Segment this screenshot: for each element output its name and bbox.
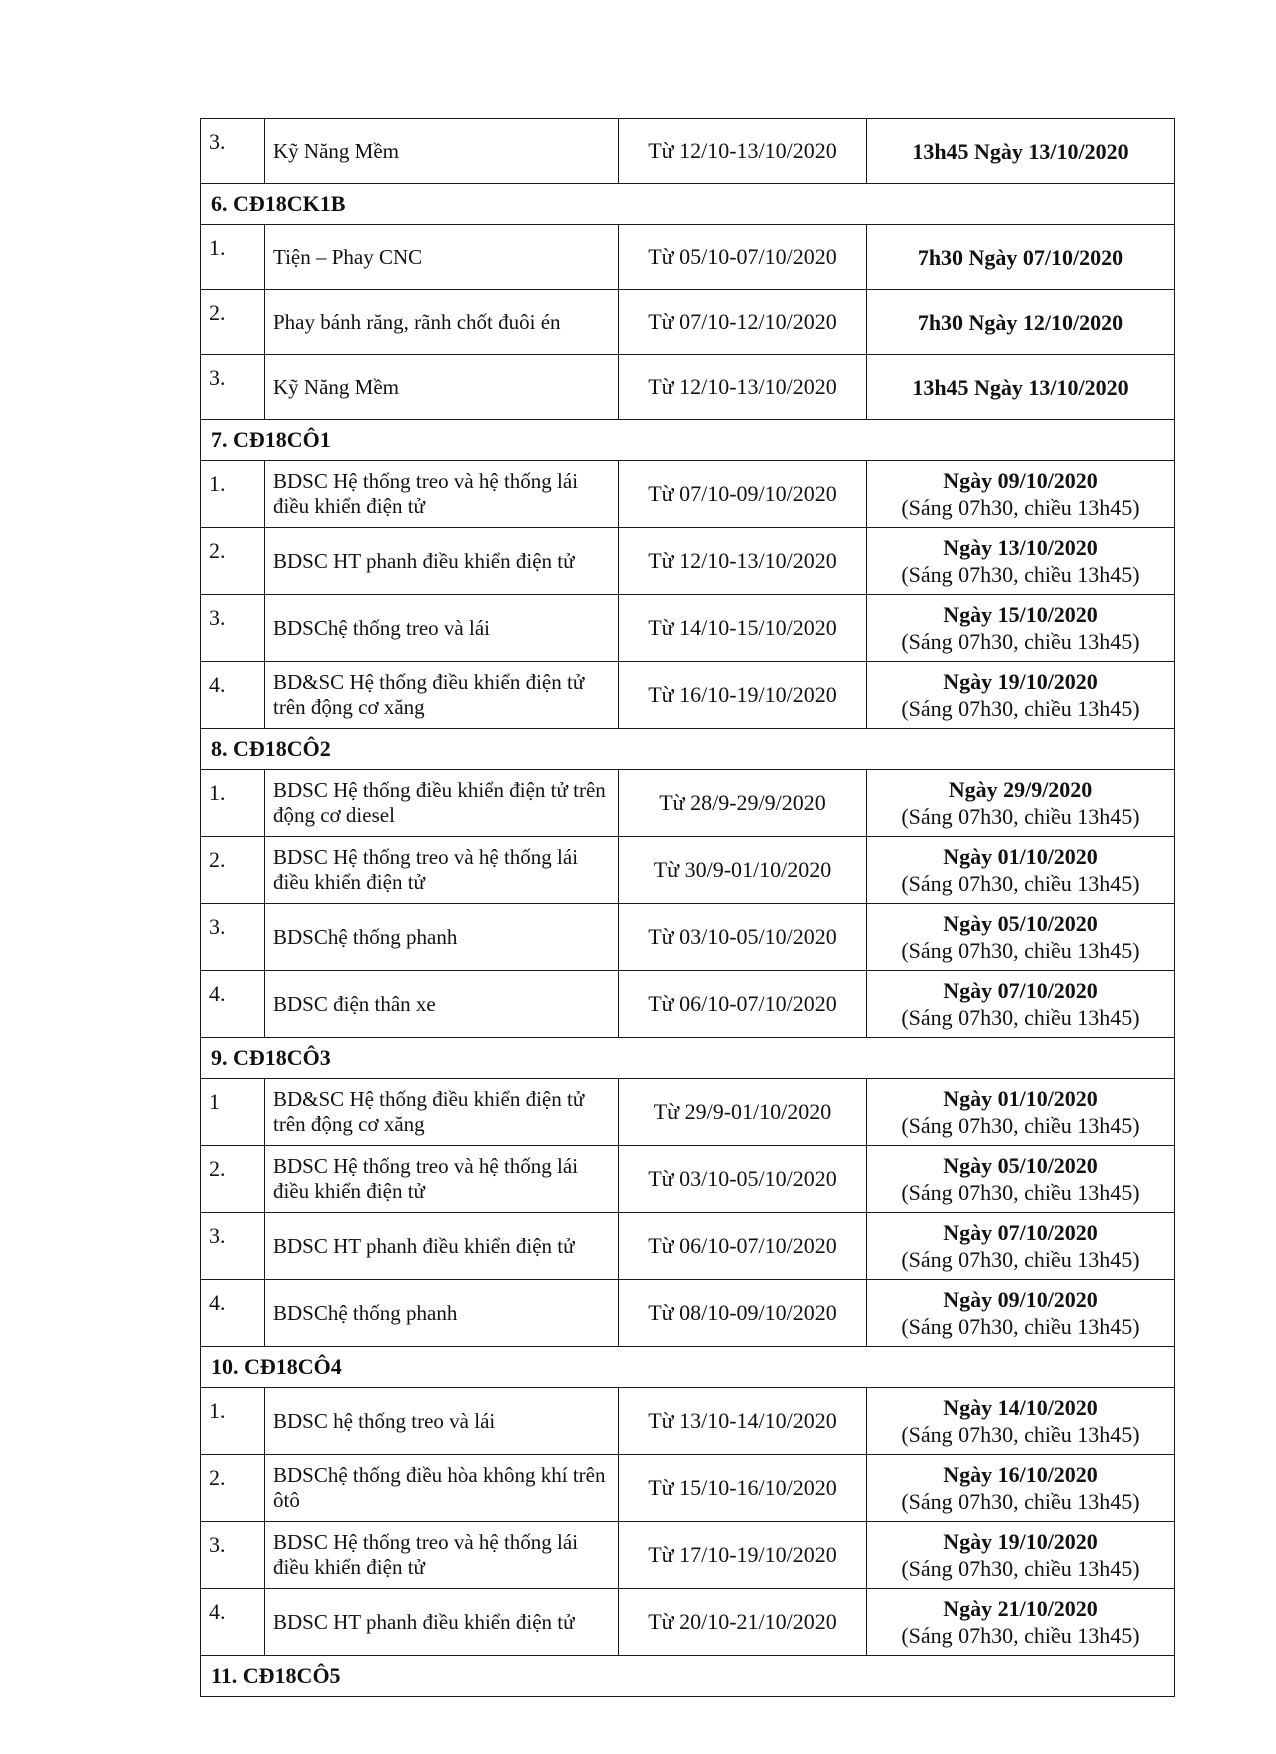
study-period: Từ 30/9-01/10/2020 (619, 837, 867, 904)
table-row (201, 225, 1175, 290)
exam-time-cell (867, 290, 1175, 355)
subject-name: BDSC Hệ thống treo và hệ thống lái điều khiển điện tử (265, 1146, 619, 1213)
row-number: 2. (201, 837, 265, 904)
study-period: Từ 28/9-29/9/2020 (619, 770, 867, 837)
subject-name: BDSChệ thống phanh (265, 1280, 619, 1347)
row-number: 3. (201, 1522, 265, 1589)
table-row (201, 770, 1175, 837)
table-row (201, 461, 1175, 528)
exam-session-note: (Sáng 07h30, chiều 13h45) (901, 1113, 1140, 1138)
exam-date: Ngày 05/10/2020 (943, 911, 1098, 936)
exam-time-cell (867, 1213, 1175, 1280)
table-row (201, 595, 1175, 662)
class-group-title: 6. CĐ18CK1B (201, 184, 1175, 225)
table-row (201, 1280, 1175, 1347)
study-period: Từ 15/10-16/10/2020 (619, 1455, 867, 1522)
exam-date: Ngày 07/10/2020 (943, 1220, 1098, 1245)
row-number: 3. (201, 119, 265, 184)
exam-time-cell (867, 770, 1175, 837)
table-row (201, 1589, 1175, 1656)
exam-date: Ngày 19/10/2020 (943, 1529, 1098, 1554)
table-row (201, 837, 1175, 904)
class-group-header (201, 1347, 1175, 1388)
class-group-title: 9. CĐ18CÔ3 (201, 1038, 1175, 1079)
subject-name: BDSC Hệ thống treo và hệ thống lái điều khiển điện tử (265, 461, 619, 528)
exam-session-note: (Sáng 07h30, chiều 13h45) (901, 938, 1140, 963)
table-row (201, 528, 1175, 595)
class-group-header (201, 729, 1175, 770)
exam-session-note: (Sáng 07h30, chiều 13h45) (901, 804, 1140, 829)
exam-session-note: (Sáng 07h30, chiều 13h45) (901, 1489, 1140, 1514)
subject-name: Tiện – Phay CNC (265, 225, 619, 290)
exam-time-cell (867, 225, 1175, 290)
subject-name: BDSC Hệ thống điều khiển điện tử trên động cơ diesel (265, 770, 619, 837)
study-period: Từ 12/10-13/10/2020 (619, 355, 867, 420)
class-group-header (201, 184, 1175, 225)
subject-name: BDSC điện thân xe (265, 971, 619, 1038)
row-number: 1 (201, 1079, 265, 1146)
exam-date: 7h30 Ngày 12/10/2020 (917, 309, 1124, 335)
exam-session-note: (Sáng 07h30, chiều 13h45) (901, 1005, 1140, 1030)
exam-session-note: (Sáng 07h30, chiều 13h45) (901, 562, 1140, 587)
table-row (201, 1522, 1175, 1589)
exam-time-cell (867, 1079, 1175, 1146)
study-period: Từ 12/10-13/10/2020 (619, 528, 867, 595)
exam-time-cell (867, 1522, 1175, 1589)
subject-name: BDSChệ thống treo và lái (265, 595, 619, 662)
table-row (201, 904, 1175, 971)
study-period: Từ 08/10-09/10/2020 (619, 1280, 867, 1347)
exam-time-cell (867, 904, 1175, 971)
exam-date: 13h45 Ngày 13/10/2020 (912, 374, 1129, 400)
schedule-body (201, 119, 1175, 1697)
row-number: 4. (201, 1280, 265, 1347)
exam-time-cell (867, 355, 1175, 420)
exam-session-note: (Sáng 07h30, chiều 13h45) (901, 1314, 1140, 1339)
study-period: Từ 03/10-05/10/2020 (619, 1146, 867, 1213)
table-row (201, 1455, 1175, 1522)
exam-date: Ngày 16/10/2020 (943, 1462, 1098, 1487)
subject-name: BDSC Hệ thống treo và hệ thống lái điều khiển điện tử (265, 1522, 619, 1589)
exam-date: Ngày 21/10/2020 (943, 1596, 1098, 1621)
exam-session-note: (Sáng 07h30, chiều 13h45) (901, 1247, 1140, 1272)
class-group-title: 8. CĐ18CÔ2 (201, 729, 1175, 770)
study-period: Từ 13/10-14/10/2020 (619, 1388, 867, 1455)
subject-name: Kỹ Năng Mềm (265, 355, 619, 420)
subject-name: BDSChệ thống phanh (265, 904, 619, 971)
row-number: 2. (201, 290, 265, 355)
class-group-header (201, 420, 1175, 461)
subject-name: BDSChệ thống điều hòa không khí trên ôtô (265, 1455, 619, 1522)
table-row (201, 119, 1175, 184)
exam-session-note: (Sáng 07h30, chiều 13h45) (901, 495, 1140, 520)
row-number: 4. (201, 1589, 265, 1656)
exam-session-note: (Sáng 07h30, chiều 13h45) (901, 629, 1140, 654)
exam-session-note: (Sáng 07h30, chiều 13h45) (901, 1180, 1140, 1205)
row-number: 3. (201, 355, 265, 420)
exam-date: Ngày 09/10/2020 (943, 1287, 1098, 1312)
subject-name: BDSC HT phanh điều khiển điện tử (265, 528, 619, 595)
exam-time-cell (867, 119, 1175, 184)
exam-date: Ngày 14/10/2020 (943, 1395, 1098, 1420)
study-period: Từ 05/10-07/10/2020 (619, 225, 867, 290)
exam-date: Ngày 07/10/2020 (943, 978, 1098, 1003)
table-row (201, 1079, 1175, 1146)
exam-time-cell (867, 595, 1175, 662)
table-row (201, 355, 1175, 420)
table-row (201, 290, 1175, 355)
study-period: Từ 16/10-19/10/2020 (619, 662, 867, 729)
class-group-header (201, 1656, 1175, 1697)
exam-date: 7h30 Ngày 07/10/2020 (917, 244, 1124, 270)
table-row (201, 1388, 1175, 1455)
exam-schedule-table (200, 118, 1175, 1697)
exam-date: Ngày 29/9/2020 (948, 777, 1093, 802)
exam-date: Ngày 15/10/2020 (943, 602, 1098, 627)
exam-time-cell (867, 1146, 1175, 1213)
exam-time-cell (867, 971, 1175, 1038)
subject-name: BDSC HT phanh điều khiển điện tử (265, 1213, 619, 1280)
exam-date: Ngày 09/10/2020 (943, 468, 1098, 493)
table-row (201, 662, 1175, 729)
table-row (201, 1213, 1175, 1280)
class-group-title: 7. CĐ18CÔ1 (201, 420, 1175, 461)
exam-session-note: (Sáng 07h30, chiều 13h45) (901, 1422, 1140, 1447)
exam-date: Ngày 13/10/2020 (943, 535, 1098, 560)
exam-date: Ngày 01/10/2020 (943, 1086, 1098, 1111)
study-period: Từ 14/10-15/10/2020 (619, 595, 867, 662)
row-number: 1. (201, 461, 265, 528)
class-group-title: 10. CĐ18CÔ4 (201, 1347, 1175, 1388)
study-period: Từ 06/10-07/10/2020 (619, 971, 867, 1038)
exam-session-note: (Sáng 07h30, chiều 13h45) (901, 696, 1140, 721)
exam-time-cell (867, 1280, 1175, 1347)
row-number: 3. (201, 595, 265, 662)
row-number: 4. (201, 662, 265, 729)
study-period: Từ 20/10-21/10/2020 (619, 1589, 867, 1656)
study-period: Từ 07/10-12/10/2020 (619, 290, 867, 355)
row-number: 2. (201, 1146, 265, 1213)
exam-date: Ngày 05/10/2020 (943, 1153, 1098, 1178)
exam-time-cell (867, 1388, 1175, 1455)
exam-time-cell (867, 1589, 1175, 1656)
study-period: Từ 17/10-19/10/2020 (619, 1522, 867, 1589)
study-period: Từ 07/10-09/10/2020 (619, 461, 867, 528)
schedule-page (200, 118, 1174, 1697)
exam-time-cell (867, 662, 1175, 729)
row-number: 2. (201, 1455, 265, 1522)
row-number: 1. (201, 1388, 265, 1455)
exam-session-note: (Sáng 07h30, chiều 13h45) (901, 871, 1140, 896)
exam-date: Ngày 01/10/2020 (943, 844, 1098, 869)
study-period: Từ 12/10-13/10/2020 (619, 119, 867, 184)
exam-date: Ngày 19/10/2020 (943, 669, 1098, 694)
study-period: Từ 29/9-01/10/2020 (619, 1079, 867, 1146)
subject-name: BD&SC Hệ thống điều khiển điện tử trên động cơ xăng (265, 662, 619, 729)
exam-session-note: (Sáng 07h30, chiều 13h45) (901, 1623, 1140, 1648)
subject-name: BDSC HT phanh điều khiển điện tử (265, 1589, 619, 1656)
study-period: Từ 03/10-05/10/2020 (619, 904, 867, 971)
row-number: 2. (201, 528, 265, 595)
exam-time-cell (867, 528, 1175, 595)
subject-name: Phay bánh răng, rãnh chốt đuôi én (265, 290, 619, 355)
exam-time-cell (867, 461, 1175, 528)
exam-date: 13h45 Ngày 13/10/2020 (912, 138, 1129, 164)
class-group-title: 11. CĐ18CÔ5 (201, 1656, 1175, 1697)
row-number: 3. (201, 904, 265, 971)
table-row (201, 971, 1175, 1038)
class-group-header (201, 1038, 1175, 1079)
row-number: 1. (201, 770, 265, 837)
subject-name: BD&SC Hệ thống điều khiển điện tử trên động cơ xăng (265, 1079, 619, 1146)
exam-time-cell (867, 837, 1175, 904)
study-period: Từ 06/10-07/10/2020 (619, 1213, 867, 1280)
subject-name: BDSC hệ thống treo và lái (265, 1388, 619, 1455)
subject-name: BDSC Hệ thống treo và hệ thống lái điều khiển điện tử (265, 837, 619, 904)
exam-time-cell (867, 1455, 1175, 1522)
subject-name: Kỹ Năng Mềm (265, 119, 619, 184)
row-number: 1. (201, 225, 265, 290)
table-row (201, 1146, 1175, 1213)
exam-session-note: (Sáng 07h30, chiều 13h45) (901, 1556, 1140, 1581)
row-number: 4. (201, 971, 265, 1038)
row-number: 3. (201, 1213, 265, 1280)
